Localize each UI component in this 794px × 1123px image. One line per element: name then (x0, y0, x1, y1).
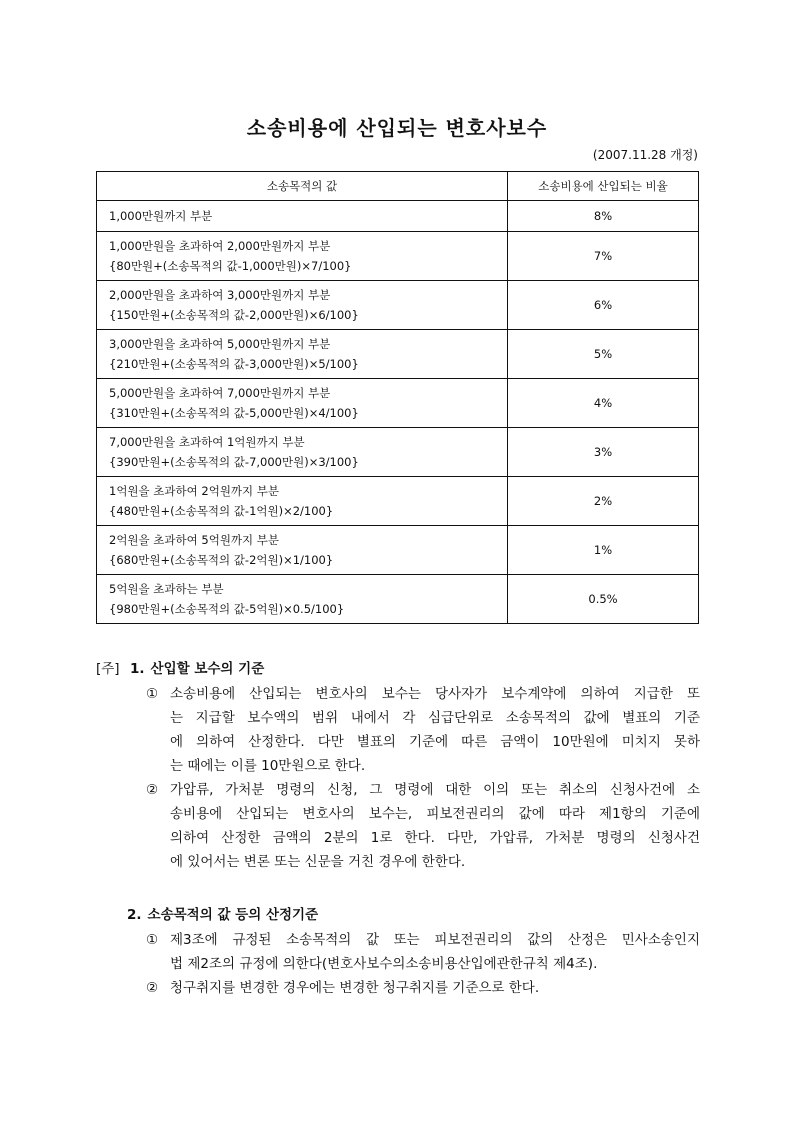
claim-range-text: 3,000만원을 초과하여 5,000만원까지 부분 (109, 337, 331, 351)
note-item (96, 682, 700, 778)
item-line: 송비용에 산입되는 변호사의 보수는, 피보전권리의 값에 따라 제1항의 기준에 (170, 806, 700, 822)
item-marker: ② (146, 782, 159, 798)
table-row (97, 379, 699, 428)
section-number: 1. (130, 661, 145, 677)
item-marker: ② (146, 980, 159, 996)
notes-tag: [주] (96, 661, 120, 677)
table-row (97, 526, 699, 575)
table-header-row (97, 172, 699, 201)
note-section-heading (96, 902, 700, 928)
claim-range-cell (97, 575, 508, 624)
revision-date: (2007.11.28 개정) (592, 148, 698, 162)
item-marker: ① (146, 686, 159, 702)
item-line: 청구취지를 변경한 경우에는 변경한 청구취지를 기준으로 한다. (170, 980, 540, 996)
table-row (97, 330, 699, 379)
note-section-heading (96, 656, 700, 682)
fee-table (96, 171, 699, 624)
claim-formula-text: {480만원+(소송목적의 값-1억원)×2/100} (109, 504, 334, 518)
claim-range-cell (97, 201, 508, 232)
rate-cell: 4% (508, 379, 699, 428)
note-item (96, 928, 700, 976)
claim-range-text: 1억원을 초과하여 2억원까지 부분 (109, 484, 280, 498)
item-line: 의하여 산정한 금액의 2분의 1로 한다. 다만, 가압류, 가처분 명령의 신청사건 (170, 830, 700, 846)
claim-range-cell (97, 330, 508, 379)
section-heading-text: 산입할 보수의 기준 (150, 661, 265, 677)
note-section-2 (96, 902, 700, 1000)
claim-range-cell (97, 526, 508, 575)
header-rate: 소송비용에 산입되는 비율 (508, 172, 699, 201)
note-section-1 (96, 656, 700, 874)
claim-range-text: 5,000만원을 초과하여 7,000만원까지 부분 (109, 386, 331, 400)
section-number: 2. (127, 907, 142, 923)
item-line: 법 제2조의 규정에 의한다(변호사보수의소송비용산입에관한규칙 제4조). (170, 956, 598, 972)
document-title: 소송비용에 산입되는 변호사보수 (246, 116, 548, 140)
item-line: 는 지급할 보수액의 범위 내에서 각 심급단위로 소송목적의 값에 별표의 기준 (170, 710, 700, 726)
table-row (97, 428, 699, 477)
claim-range-text: 5억원을 초과하는 부분 (109, 582, 224, 596)
claim-range-cell (97, 477, 508, 526)
rate-cell: 0.5% (508, 575, 699, 624)
table-row (97, 477, 699, 526)
rate-cell: 2% (508, 477, 699, 526)
rate-cell: 3% (508, 428, 699, 477)
header-claim-value: 소송목적의 값 (97, 172, 508, 201)
section-heading-text: 소송목적의 값 등의 산정기준 (147, 907, 319, 923)
table-row (97, 232, 699, 281)
table-row (97, 281, 699, 330)
notes-section (96, 656, 700, 1000)
claim-formula-text: {310만원+(소송목적의 값-5,000만원)×4/100} (109, 406, 359, 420)
note-item (96, 778, 700, 874)
item-line: 가압류, 가처분 명령의 신청, 그 명령에 대한 이의 또는 취소의 신청사건에 소 (170, 782, 700, 798)
claim-range-text: 2,000만원을 초과하여 3,000만원까지 부분 (109, 288, 331, 302)
claim-formula-text: {980만원+(소송목적의 값-5억원)×0.5/100} (109, 602, 345, 616)
claim-formula-text: {680만원+(소송목적의 값-2억원)×1/100} (109, 553, 334, 567)
claim-formula-text: {80만원+(소송목적의 값-1,000만원)×7/100} (109, 259, 352, 273)
item-line: 소송비용에 산입되는 변호사의 보수는 당사자가 보수계약에 의하여 지급한 또 (170, 686, 700, 702)
claim-formula-text: {210만원+(소송목적의 값-3,000만원)×5/100} (109, 357, 359, 371)
item-line: 에 있어서는 변론 또는 신문을 거친 경우에 한한다. (170, 854, 466, 870)
claim-range-cell (97, 232, 508, 281)
claim-range-text: 2억원을 초과하여 5억원까지 부분 (109, 533, 280, 547)
item-line: 는 때에는 이를 10만원으로 한다. (170, 758, 366, 774)
item-line: 에 의하여 산정한다. 다만 별표의 기준에 따른 금액이 10만원에 미치지 못하 (170, 734, 700, 750)
rate-cell: 5% (508, 330, 699, 379)
item-marker: ① (146, 932, 159, 948)
claim-range-cell (97, 379, 508, 428)
claim-range-cell (97, 281, 508, 330)
rate-cell: 8% (508, 201, 699, 232)
item-line: 제3조에 규정된 소송목적의 값 또는 피보전권리의 값의 산정은 민사소송인지 (170, 932, 700, 948)
rate-cell: 7% (508, 232, 699, 281)
claim-range-text: 1,000만원까지 부분 (109, 209, 213, 223)
rate-cell: 1% (508, 526, 699, 575)
table-row (97, 201, 699, 232)
note-item (96, 976, 700, 1000)
table-row (97, 575, 699, 624)
claim-range-text: 7,000만원을 초과하여 1억원까지 부분 (109, 435, 305, 449)
rate-cell: 6% (508, 281, 699, 330)
claim-range-cell (97, 428, 508, 477)
claim-formula-text: {150만원+(소송목적의 값-2,000만원)×6/100} (109, 308, 359, 322)
claim-formula-text: {390만원+(소송목적의 값-7,000만원)×3/100} (109, 455, 359, 469)
claim-range-text: 1,000만원을 초과하여 2,000만원까지 부분 (109, 239, 331, 253)
